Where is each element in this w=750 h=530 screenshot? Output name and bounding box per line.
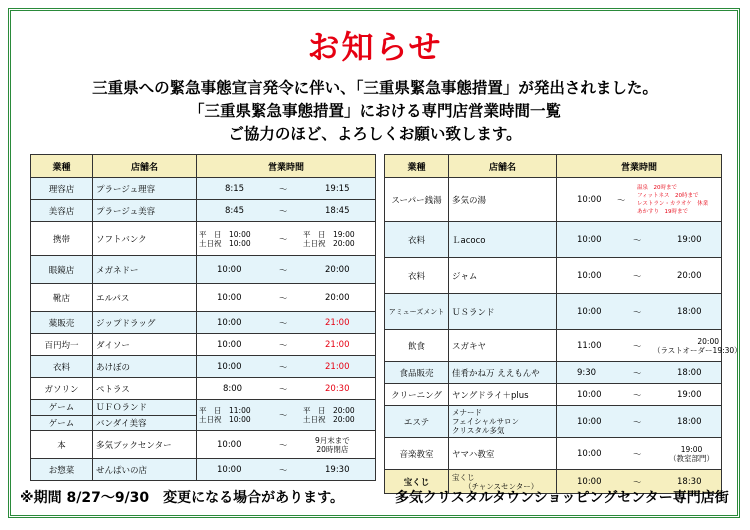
table-row: 宝くじ 宝くじ （チャンスセンター） 10:00 〜 18:30 [385,470,722,494]
table-row: クリーニング ヤングドライ＋plus 10:00 〜 19:00 [385,384,722,406]
table-row: お惣菜 せんぱいの店 10:00 〜 19:30 [31,459,376,481]
table-row: 美容店 プラージュ美容 8:45 〜 18:45 [31,200,376,222]
table-row: 薬販売 ジップドラッグ 10:00 〜 21:00 [31,312,376,334]
left-hours-table [30,154,376,481]
table-row: 本 多気ブックセンター 10:00 〜 9月末まで 20時閉店 [31,431,376,459]
left-header-hours: 営業時間 [197,155,376,178]
left-header-category: 業種 [31,155,93,178]
table-row: 百円均一 ダイソー 10:00 〜 21:00 [31,334,376,356]
table-row: ゲーム ＵＦＯランド 平 日 11:00 土日祝 10:00 〜 平 日 20:00 土日祝 20:00 [31,400,376,416]
intro-line-3: ご協力のほど、よろしくお願い致します。 [228,125,522,143]
table-row: 音楽教室 ヤマハ教室 10:00 〜 19:00 （教室部門） [385,438,722,470]
right-hours-table [384,154,742,494]
right-header-store: 店舗名 [449,155,557,178]
table-row: 衣料 あけぼの 10:00 〜 21:00 [31,356,376,378]
left-header-store: 店舗名 [93,155,197,178]
table-row: 眼鏡店 メガネドー 10:00 〜 20:00 [31,256,376,284]
table-row: ガソリン ペトラス 8:00 〜 20:30 [31,378,376,400]
table-row: 飲食 スガキヤ 11:00 〜 20:00 （ラストオーダー19:30） [385,330,722,362]
table-row: 携帯 ソフトバンク 平 日 10:00 土日祝 10:00 〜 平 日 19:00 土日祝 20:00 [31,222,376,256]
intro-line-1: 三重県への緊急事態宣言発令に伴い、「三重県緊急事態措置」が発出されました。 [92,79,658,97]
table-row: 靴店 エルパス 10:00 〜 20:00 [31,284,376,312]
table-row: アミューズメント ＵＳランド 10:00 〜 18:00 [385,294,722,330]
period-note: ※期間 8/27〜9/30 変更になる場合があります。 [20,490,345,506]
page-title: お知らせ [307,28,443,66]
table-row: スーパー銭湯 多気の湯 10:00 〜 温泉 20時まで フィットネス 20時まで レストラン・カラオケ 休業 あかすり 19時まで [385,178,722,222]
table-row: 衣料 ジャム 10:00 〜 20:00 [385,258,722,294]
intro-line-2: 「三重県緊急事態措置」における専門店営業時間一覧 [188,102,561,120]
right-header-hours: 営業時間 [557,155,722,178]
table-row: 理容店 プラージュ理容 8:15 〜 19:15 [31,178,376,200]
right-header-category: 業種 [385,155,449,178]
center-name: 多気クリスタルタウンショッピングセンター専門店街 [395,490,729,506]
table-row: ゲーム バンダイ美容 [31,415,376,431]
table-row: 食品販売 佳肴かね万 ええもんや 9:30 〜 18:00 [385,362,722,384]
table-row: エステ メナード フェイシャルサロン クリスタル多気 10:00 〜 18:00 [385,406,722,438]
table-row: 衣料 Ｌacoco 10:00 〜 19:00 [385,222,722,258]
